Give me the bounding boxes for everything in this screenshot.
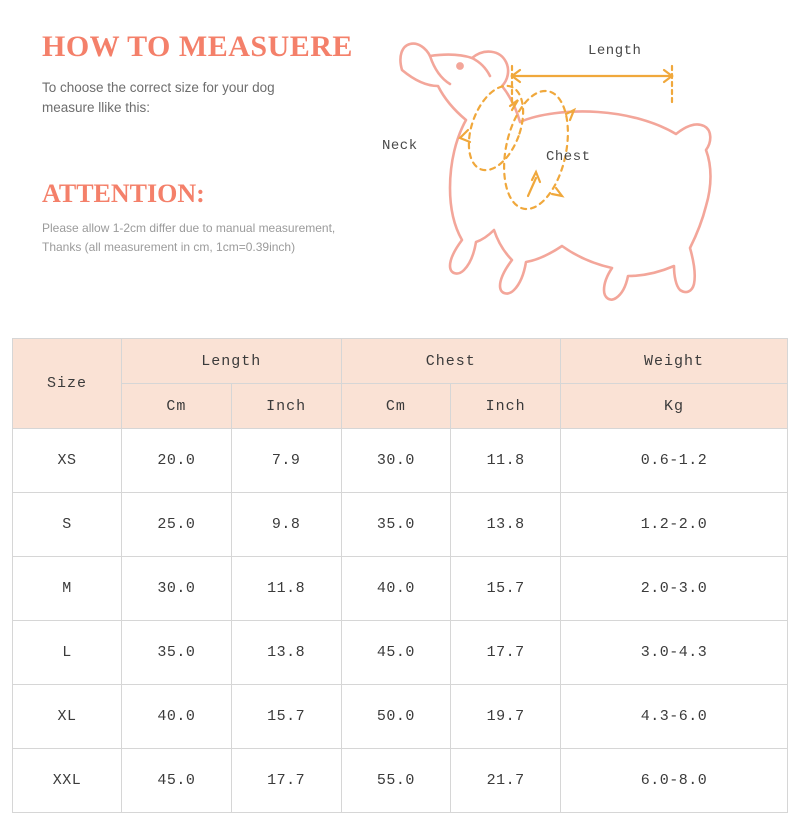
cell-size: XS xyxy=(13,429,122,493)
how-to-description: To choose the correct size for your dog measure llike this: xyxy=(42,80,275,116)
cell-length-inch: 17.7 xyxy=(231,749,341,813)
diagram-label-chest: Chest xyxy=(546,149,591,165)
cell-size: L xyxy=(13,621,122,685)
header-weight: Weight xyxy=(561,339,788,384)
attention-description: Please allow 1-2cm differ due to manual measurement, Thanks (all measurement in cm, 1cm=0.39inch) xyxy=(42,220,336,255)
cell-size: M xyxy=(13,557,122,621)
size-table xyxy=(12,338,788,813)
cell-length-inch: 15.7 xyxy=(231,685,341,749)
cell-size: S xyxy=(13,493,122,557)
table-row xyxy=(13,557,788,621)
cell-size: XXL xyxy=(13,749,122,813)
cell-length-cm: 20.0 xyxy=(122,429,232,493)
header-length-inch: Inch xyxy=(231,384,341,429)
header-chest-inch: Inch xyxy=(451,384,561,429)
table-header-unit-row xyxy=(13,384,788,429)
cell-length-cm: 45.0 xyxy=(122,749,232,813)
attention-title: ATTENTION: xyxy=(42,178,205,208)
cell-chest-inch: 13.8 xyxy=(451,493,561,557)
cell-weight-kg: 4.3-6.0 xyxy=(561,685,788,749)
header-size: Size xyxy=(13,339,122,429)
cell-chest-cm: 45.0 xyxy=(341,621,451,685)
table-row xyxy=(13,429,788,493)
cell-chest-cm: 55.0 xyxy=(341,749,451,813)
diagram-label-neck: Neck xyxy=(382,138,418,154)
header-length-cm: Cm xyxy=(122,384,232,429)
cell-length-cm: 25.0 xyxy=(122,493,232,557)
header-chest: Chest xyxy=(341,339,561,384)
cell-chest-cm: 50.0 xyxy=(341,685,451,749)
cell-length-cm: 40.0 xyxy=(122,685,232,749)
cell-weight-kg: 1.2-2.0 xyxy=(561,493,788,557)
cell-chest-inch: 21.7 xyxy=(451,749,561,813)
table-row xyxy=(13,621,788,685)
cell-length-inch: 13.8 xyxy=(231,621,341,685)
cell-weight-kg: 3.0-4.3 xyxy=(561,621,788,685)
table-header-group-row xyxy=(13,339,788,384)
cell-chest-inch: 17.7 xyxy=(451,621,561,685)
page-title: HOW TO MEASUERE xyxy=(42,30,353,63)
cell-length-cm: 30.0 xyxy=(122,557,232,621)
dog-outline-icon xyxy=(360,10,790,330)
cell-weight-kg: 6.0-8.0 xyxy=(561,749,788,813)
table-row xyxy=(13,685,788,749)
top-section xyxy=(0,0,800,335)
header-weight-kg: Kg xyxy=(561,384,788,429)
cell-chest-inch: 11.8 xyxy=(451,429,561,493)
cell-length-inch: 7.9 xyxy=(231,429,341,493)
size-table-container xyxy=(12,338,788,813)
cell-chest-cm: 30.0 xyxy=(341,429,451,493)
dog-measurement-diagram xyxy=(360,10,790,330)
cell-size: XL xyxy=(13,685,122,749)
header-chest-cm: Cm xyxy=(341,384,451,429)
cell-length-inch: 11.8 xyxy=(231,557,341,621)
cell-chest-inch: 19.7 xyxy=(451,685,561,749)
cell-chest-cm: 40.0 xyxy=(341,557,451,621)
instructions-column xyxy=(42,30,382,258)
cell-chest-inch: 15.7 xyxy=(451,557,561,621)
cell-length-cm: 35.0 xyxy=(122,621,232,685)
cell-weight-kg: 0.6-1.2 xyxy=(561,429,788,493)
cell-length-inch: 9.8 xyxy=(231,493,341,557)
diagram-label-length: Length xyxy=(588,43,642,59)
cell-chest-cm: 35.0 xyxy=(341,493,451,557)
header-length: Length xyxy=(122,339,342,384)
cell-weight-kg: 2.0-3.0 xyxy=(561,557,788,621)
table-row xyxy=(13,749,788,813)
table-row xyxy=(13,493,788,557)
